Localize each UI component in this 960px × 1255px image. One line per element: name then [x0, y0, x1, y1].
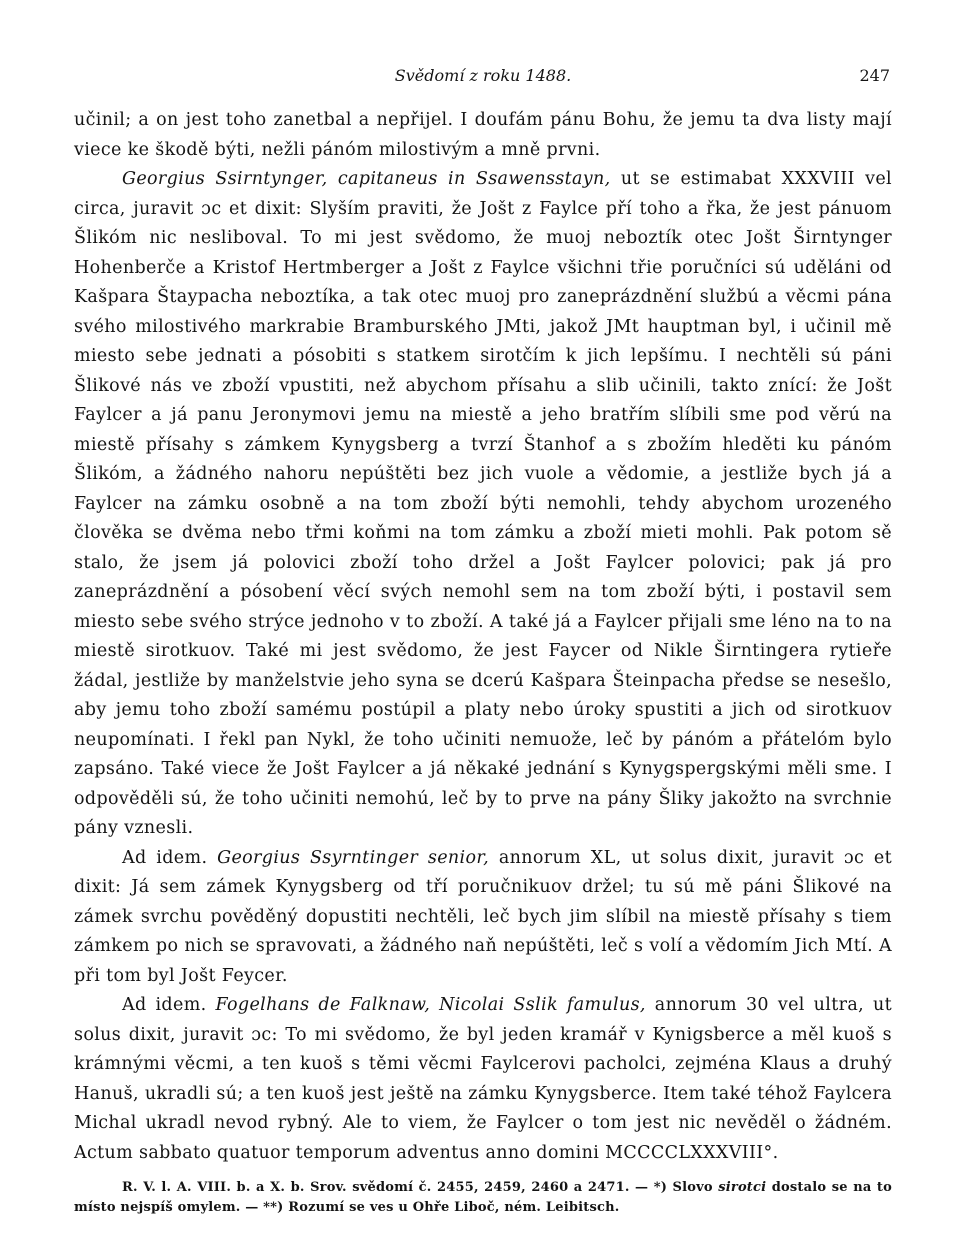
paragraph-3-text: annorum XL, ut solus dixit, juravit ɔc et dixit: Já sem zámek Kynygsberg od tří poručnikuov držel; tu sú mě páni Šlikové na zámek svrchu pověděný dopustiti nechtěli, leč bych jim slíbil na miestě přísahy s tiem zámkem po nich se spravovati, a žádného naň nepúštěti, leč s volí a vědomím Jich Mtí. A při tom byl Jošt Feycer.	[74, 847, 892, 986]
paragraph-2-text: ut se estimabat XXXVIII vel circa, juravit ɔc et dixit: Slyším praviti, že Jošt z Faylce pří toho a řka, že jest pánuom Šlikóm nic nesliboval. To mi jest svědomo, že muoj neboztík otec Jošt Širntynger Hohenberče a Kristof Hertmberger a Jošt z Faylce všichni třie poručníci sú uděláni od Kašpara Štaypacha neboztíka, a tak otec muoj pro zaneprázdnění službú a věcmi pána svého milostivého markrabie Bramburského JMti, jakož JMt hauptman byl, i učinil mě miesto sebe jednati a pósobiti s statkem sirotčím k jich lepšímu. I nechtěli sú páni Šlikové nás ve zboží vpustiti, než abychom přísahu a slib učinili, takto znící: že Jošt Faylcer a já panu Jeronymovi jemu na miestě a jeho bratřím slíbili sme pod věrú na miestě přísahy s zámkem Kynygsberg a tvrzí Štanhof a s zbožím hleděti ku pánóm Šlikóm, a žádného nahoru nepúštěti bez jich vuole a vědomie, a jestliže bych já a Faylcer na zámku osobně a na tom zboží býti nemohli, tehdy abychom urozeného člověka se dvěma nebo třmi koňmi na tom zámku a zboží mieti mohli. Pak potom sě stalo, že jsem já polovici zboží toho držel a Jošt Faylcer polovici; pak já pro zaneprázdnění a pósobení věcí svých nemohl sem na tom zboží býti, i postavil sem miesto sebe svého strýce jednoho v to zboží. A také já a Faylcer přijali sme léno na to na miestě sirotkuov. Také mi jest svědomo, že jest Faycer od Nikle Širntingera rytieře žádal, jestliže by manželstvie jeho syna se dcerú Kašpara Šteinpacha předse se nesešlo, aby jemu toho zboží samému postúpil a platy nebo úroky spustiti a jich od sirotkuov neupomínati. I řekl pan Nykl, že toho učiniti nemuože, leč by pánóm a přátelóm bylo zapsáno. Také viece že Jošt Faylcer a já někaké jednání s Kynygspergskými měli sme. I odpověděli sú, že toho učiniti nemohú, leč by to prve na pány Šliky jakožto na svrchnie pány vznesli.	[74, 169, 892, 838]
footnote-text	[74, 1178, 892, 1218]
witness-name-ssyrntinger-senior: Georgius Ssyrntinger senior,	[217, 847, 490, 868]
witness-name-ssirntynger: Georgius Ssirntynger, capitaneus in Ssawensstayn,	[122, 169, 611, 189]
paragraph-1-text: učinil; a on jest toho zanetbal a nepřijel. I doufám pánu Bohu, že jemu ta dva listy mají viece ke škodě býti, nežli pánóm milostivým a mně prvni.	[74, 110, 892, 160]
body-text	[74, 106, 892, 1168]
paragraph-4-text: annorum 30 vel ultra, ut solus dixit, juravit ɔc: To mi svědomo, že byl jeden kramář v Kynigsberce a měl kuoš s krámnými věcmi, a ten kuoš s těmi věcmi Faylcerovi pacholci, zejména Klaus a druhý Hanuš, ukradli sú; a ten kuoš jest ještě na zámku Kynygsberce. Item také téhož Faylcera Michal ukradl nevod rybný. Ale to viem, že Faylcer o tom jest nic nevěděl o žádném. Actum sabbato quatuor temporum adventus anno domini MCCCCLXXXVIII°.	[74, 995, 892, 1163]
footnote	[74, 1178, 892, 1218]
paragraph-4	[74, 991, 892, 1168]
running-header	[74, 60, 892, 94]
document-page	[74, 60, 892, 1218]
footnote-part-1: R. V. l. A. VIII. b. a X. b. Srov. svědomí č. 2455, 2459, 2460 a 2471. — *) Slovo	[122, 1180, 719, 1195]
running-title: Svědomí z roku 1488.	[394, 66, 572, 85]
paragraph-1	[74, 106, 892, 165]
footnote-part-2: dostalo se na to místo nejspíš omylem. — **) Rozumí se ves u Ohře Liboč, ném. Leibitsch.	[74, 1180, 893, 1215]
page-number: 247	[859, 66, 890, 85]
paragraph-2	[74, 165, 892, 844]
paragraph-3	[74, 844, 892, 992]
paragraph-3-lead: Ad idem.	[122, 847, 218, 868]
witness-name-fogelhans: Fogelhans de Falknaw, Nicolai Sslik famulus,	[215, 995, 646, 1015]
paragraph-4-lead: Ad idem.	[122, 995, 216, 1015]
footnote-italic-word: sirotci	[718, 1180, 767, 1195]
